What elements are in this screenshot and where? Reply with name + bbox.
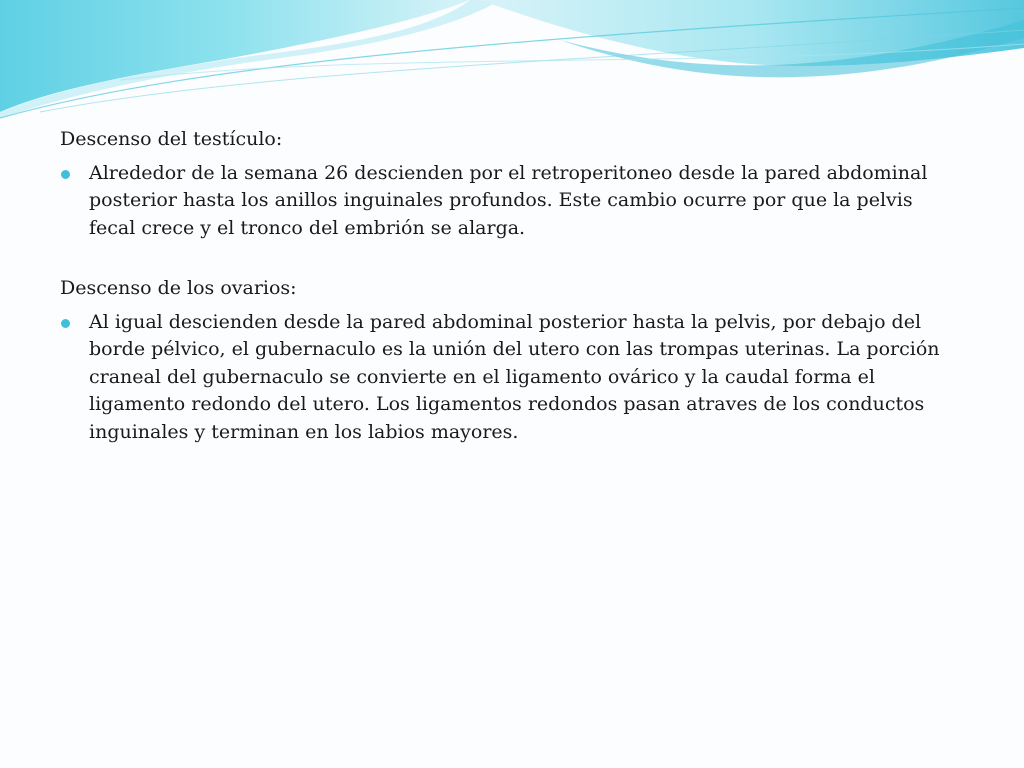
slide-content: [60, 126, 960, 446]
bullet-text: Al igual descienden desde la pared abdominal posterior hasta la pelvis, por debajo del borde pélvico, el gubernaculo es la unión del utero con las trompas uterinas. La porción craneal del gubernaculo se convierte en el ligamento ovárico y la caudal forma el ligamento redondo del utero. Los ligamentos redondos pasan atraves de los conductos inguinales y terminan en los labios mayores.: [89, 310, 940, 443]
section-heading: Descenso del testículo:: [60, 128, 283, 150]
section-ovarios: [60, 275, 960, 446]
decorative-wave-header: [0, 0, 1024, 130]
bullet-text: Alrededor de la semana 26 descienden por el retroperitoneo desde la pared abdominal posterior hasta los anillos inguinales profundos. Este cambio ocurre por que la pelvis fecal crece y el tronco del embrión se alarga.: [89, 161, 928, 239]
bullet-item: [60, 309, 960, 447]
section-testiculo: [60, 126, 960, 242]
bullet-dot-icon: [61, 319, 70, 328]
bullet-item: [60, 160, 960, 243]
bullet-dot-icon: [61, 170, 70, 179]
section-heading: Descenso de los ovarios:: [60, 277, 297, 299]
